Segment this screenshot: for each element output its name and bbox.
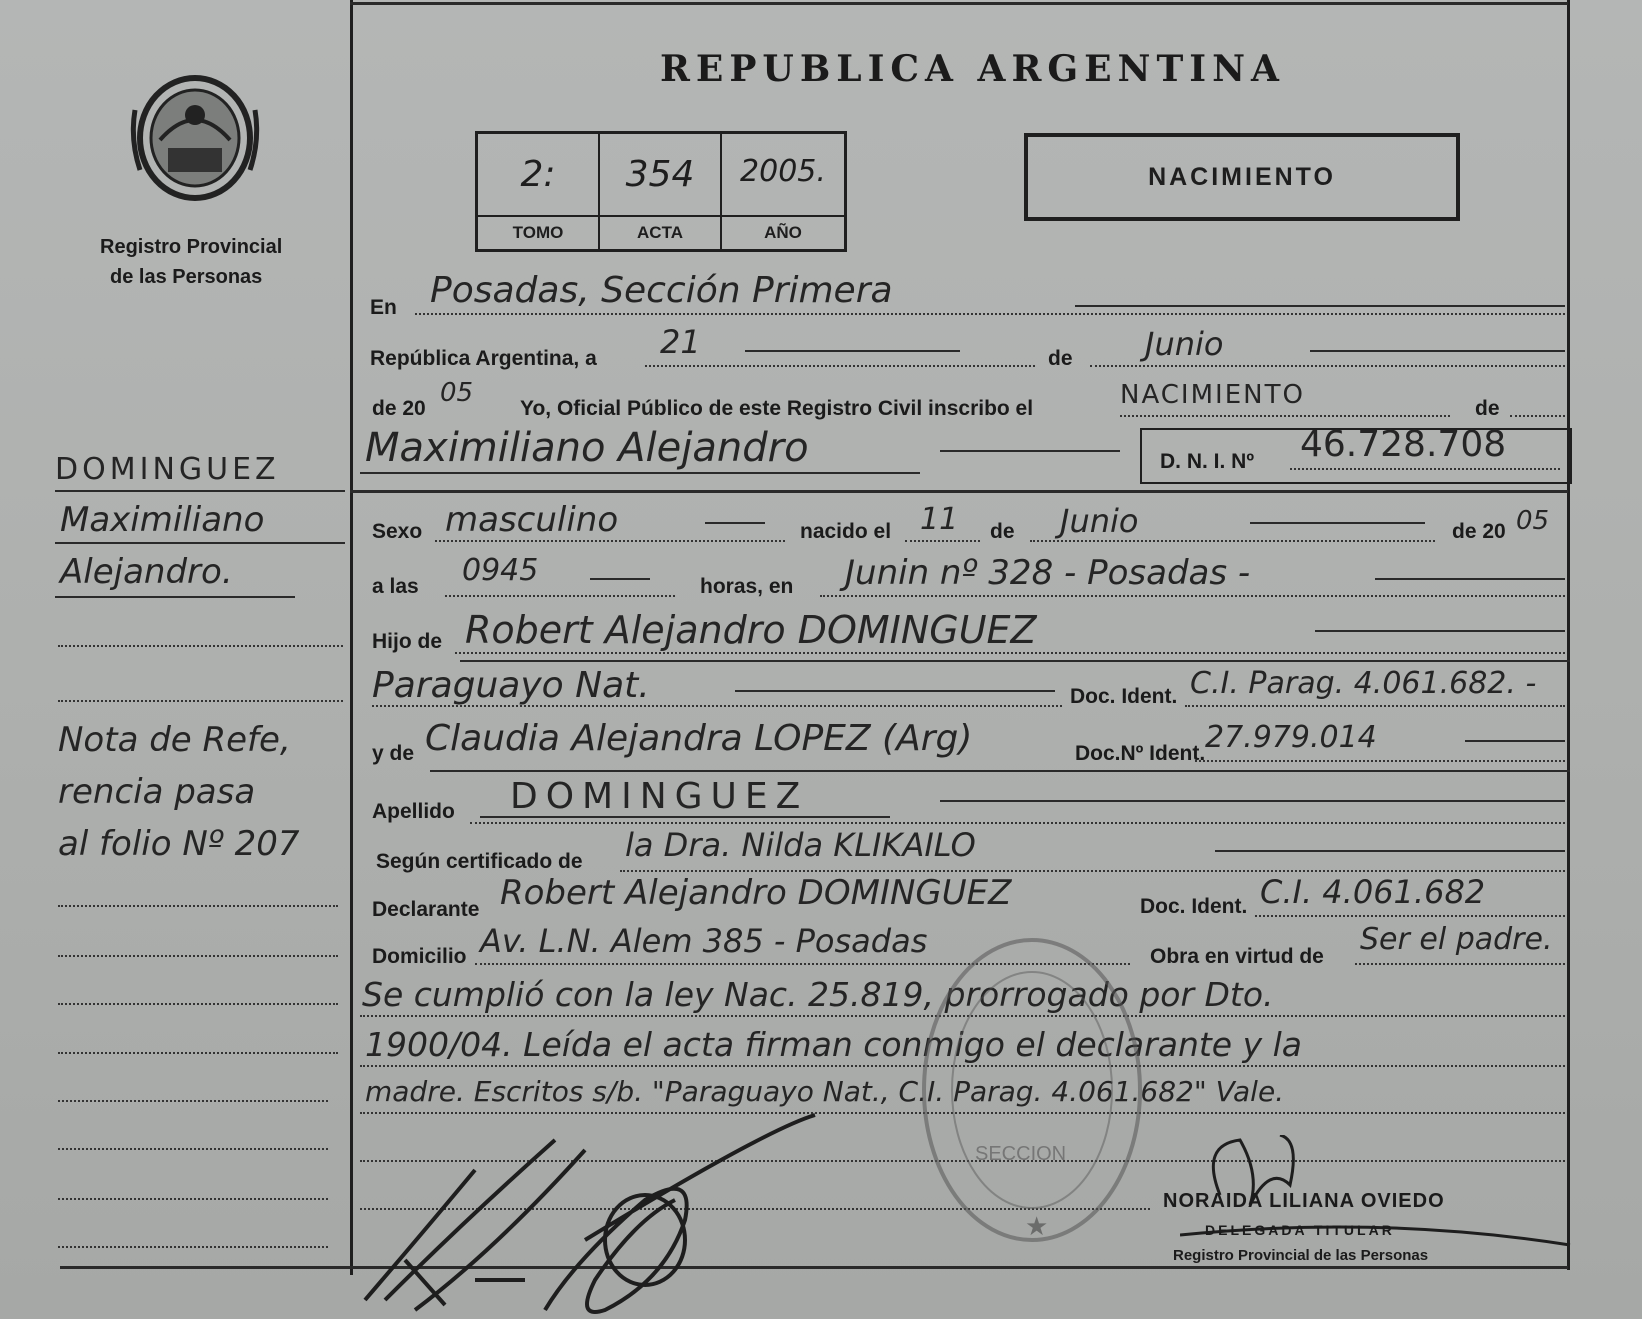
ano-label: AÑO [722, 215, 844, 249]
section-divider [460, 660, 1570, 662]
field-rule [1195, 760, 1565, 762]
document-title: REPUBLICA ARGENTINA [660, 48, 1285, 90]
birth-year-suffix-value: 05 [1516, 506, 1550, 536]
en-label: En [370, 296, 397, 319]
ano-cell [722, 134, 844, 249]
y-de-label: y de [372, 742, 415, 765]
field-rule [455, 652, 1565, 654]
month-value: Junio [1145, 325, 1224, 363]
domicilio-value: Av. L.N. Alem 385 - Posadas [480, 922, 928, 960]
field-rule [905, 540, 980, 542]
field-dash [745, 350, 960, 352]
margin-rule [58, 1003, 338, 1005]
top-border [350, 2, 1568, 5]
ano-value: 2005. [740, 154, 826, 189]
official-title: DELEGADA TITULAR [1205, 1222, 1395, 1238]
margin-underline-3 [55, 596, 295, 598]
day-value: 21 [660, 323, 701, 361]
margin-rule [58, 645, 343, 647]
margin-name1: Maximiliano [60, 500, 265, 540]
field-dash [1250, 522, 1425, 524]
registry-name-line1: Registro Provincial [100, 236, 283, 258]
child-name-value: Maximiliano Alejandro [365, 425, 809, 471]
acta-cell [600, 134, 722, 249]
acta-label: ACTA [600, 215, 720, 249]
year-suffix-value: 05 [440, 378, 474, 408]
section-divider [430, 770, 1570, 772]
stamp-text: SECCION [975, 1143, 1067, 1165]
father-doc-value: C.I. Parag. 4.061.682. - [1190, 666, 1537, 701]
margin-rule [58, 1148, 328, 1150]
tomo-value: 2: [520, 154, 556, 195]
margin-note-line3: al folio Nº 207 [58, 824, 300, 864]
tomo-cell [478, 134, 600, 249]
declarant-signature-icon [345, 1110, 835, 1319]
republica-label: República Argentina, a [370, 347, 597, 370]
right-border [1567, 0, 1570, 1270]
dni-label: D. N. I. Nº [1160, 450, 1255, 473]
field-rule [435, 540, 785, 542]
a-las-label: a las [372, 575, 419, 598]
official-name: NORAIDA LILIANA OVIEDO [1163, 1190, 1445, 1212]
margin-rule [58, 1198, 328, 1200]
notes-line1: Se cumplió con la ley Nac. 25.819, prorrogado por Dto. [362, 975, 1274, 1014]
left-column-divider [350, 0, 353, 1275]
field-rule [1120, 415, 1450, 417]
mother-name-value: Claudia Alejandra LOPEZ (Arg) [425, 718, 973, 759]
birth-place-value: Junin nº 328 - Posadas - [845, 553, 1251, 593]
field-rule [1355, 963, 1565, 965]
doc-ident-label: Doc. Ident. [1070, 685, 1178, 708]
field-rule [445, 595, 675, 597]
margin-rule [58, 1246, 328, 1248]
margin-note-line1: Nota de Refe, [58, 720, 291, 760]
field-rule [1030, 540, 1435, 542]
certifier-value: la Dra. Nilda KLIKAILO [625, 826, 976, 864]
field-rule [1185, 705, 1565, 707]
field-rule [1090, 365, 1565, 367]
de-label: de [1048, 347, 1073, 370]
margin-rule [58, 1052, 338, 1054]
field-rule [1510, 415, 1565, 417]
field-dash [735, 690, 1055, 692]
father-name-value: Robert Alejandro DOMINGUEZ [465, 608, 1037, 652]
registry-name-line2: de las Personas [110, 266, 263, 288]
field-dash [1075, 305, 1565, 307]
field-rule [470, 822, 1565, 824]
dni-value: 46.728.708 [1300, 424, 1507, 465]
margin-surname: DOMINGUEZ [55, 452, 280, 487]
province-seal-icon [130, 70, 260, 205]
notes-line3: madre. Escritos s/b. "Paraguayo Nat., C.I. Parag. 4.061.682" Vale. [365, 1075, 1285, 1108]
surname-value: DOMINGUEZ [510, 776, 809, 817]
margin-name2: Alejandro. [60, 552, 233, 592]
margin-note-line2: rencia pasa [58, 772, 256, 812]
nacido-label: nacido el [800, 520, 892, 543]
field-dash [1310, 350, 1565, 352]
official-stamp-icon [915, 930, 1150, 1255]
obra-label: Obra en virtud de [1150, 945, 1324, 968]
place-value: Posadas, Sección Primera [430, 270, 893, 311]
act-type-box: NACIMIENTO [1024, 133, 1460, 221]
officer-text: Yo, Oficial Público de este Registro Civil inscribo el [520, 397, 1034, 420]
acta-value: 354 [625, 154, 695, 195]
act-word-value: NACIMIENTO [1120, 380, 1305, 410]
section-divider [350, 490, 1568, 493]
margin-underline-2 [55, 542, 345, 544]
field-rule [820, 595, 1565, 597]
birth-month-value: Junio [1060, 502, 1139, 540]
field-rule [1290, 468, 1560, 470]
margin-underline-1 [55, 490, 345, 492]
child-name-underline [360, 472, 920, 474]
apellido-label: Apellido [372, 800, 455, 823]
declarant-name-value: Robert Alejandro DOMINGUEZ [500, 873, 1012, 913]
field-dash [1215, 850, 1565, 852]
doc-n-ident-label: Doc.Nº Ident. [1075, 742, 1206, 765]
hijo-label: Hijo de [372, 630, 443, 653]
margin-rule [58, 905, 338, 907]
surname-underline [480, 816, 890, 818]
field-rule [415, 313, 1565, 315]
field-rule [645, 365, 1035, 367]
field-rule [1255, 915, 1565, 917]
birth-day-value: 11 [920, 502, 959, 537]
father-nationality-value: Paraguayo Nat. [372, 665, 650, 706]
declarant-doc-label: Doc. Ident. [1140, 895, 1248, 918]
margin-rule [58, 700, 343, 702]
field-dash [1375, 578, 1565, 580]
field-dash [1465, 740, 1565, 742]
horas-label: horas, en [700, 575, 794, 598]
official-org: Registro Provincial de las Personas [1173, 1247, 1429, 1264]
de-label-3: de [990, 520, 1015, 543]
notes-line2: 1900/04. Leída el acta firman conmigo el declarante y la [365, 1025, 1303, 1064]
birth-time-value: 0945 [462, 553, 539, 588]
declarante-label: Declarante [372, 898, 480, 921]
birth-year-prefix-label: de 20 [1452, 520, 1506, 543]
sexo-label: Sexo [372, 520, 423, 543]
segun-label: Según certificado de [376, 850, 583, 873]
field-rule [372, 705, 1062, 707]
field-rule [620, 870, 1565, 872]
declarant-doc-value: C.I. 4.061.682 [1260, 873, 1486, 911]
field-dash [590, 578, 650, 580]
mother-doc-value: 27.979.014 [1205, 720, 1377, 755]
de-label-2: de [1475, 397, 1500, 420]
field-dash [705, 522, 765, 524]
field-dash [940, 450, 1120, 452]
margin-rule [58, 1100, 328, 1102]
tomo-label: TOMO [478, 215, 598, 249]
svg-text:★: ★ [1025, 1211, 1049, 1241]
year-prefix-label: de 20 [372, 397, 426, 420]
domicilio-label: Domicilio [372, 945, 467, 968]
field-dash [1315, 630, 1565, 632]
margin-rule [58, 955, 338, 957]
reference-table [475, 131, 847, 252]
obra-value: Ser el padre. [1360, 922, 1553, 957]
sexo-value: masculino [445, 500, 619, 540]
field-dash [940, 800, 1565, 802]
